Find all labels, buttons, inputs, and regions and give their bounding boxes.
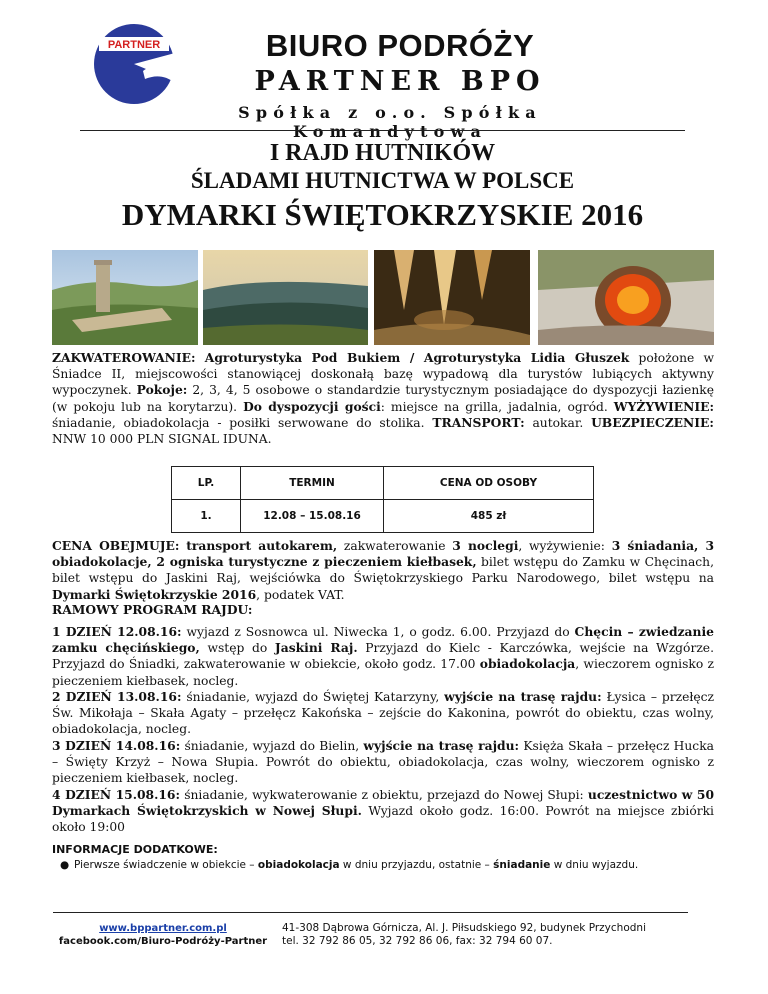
program-heading-text: RAMOWY PROGRAM RAJDU: — [52, 602, 253, 617]
logo-text: PARTNER — [107, 39, 161, 51]
company-legal-form: Spółka z o.o. Spółka Komandytowa — [238, 103, 542, 141]
price-bold-1: transport autokarem, — [186, 538, 338, 553]
program-day-3 — [52, 738, 714, 787]
label-price-includes: CENA OBEJMUJE: — [52, 538, 180, 553]
label-food: WYŻYWIENIE: — [613, 398, 714, 414]
price-text-3: bilet wstępu do Zamku w Chęcinach, bilet wstępu do Jaskini Raj, wejściówka do Świętokrzyskiego Parku Narodowego, bilet wstępu na — [52, 555, 714, 586]
footer-phones: tel. 32 792 86 05, 32 792 86 06, fax: 32 794 60 07. — [282, 935, 553, 947]
day2-bold-1: wyjście na trasę rajdu: — [444, 689, 602, 704]
header-termin: TERMIN — [241, 467, 384, 500]
photo-bloomery-furnace — [538, 250, 714, 345]
cell-termin: 12.08 – 15.08.16 — [241, 500, 384, 533]
header-lp: LP. — [172, 467, 241, 500]
footer-divider — [53, 912, 688, 913]
info-bold-1: obiadokolacja — [257, 859, 340, 871]
price-bold-4: Dymarki Świętokrzyskie 2016 — [52, 586, 257, 602]
cell-lp: 1. — [172, 500, 241, 533]
day3-text-1: śniadanie, wyjazd do Bielin, — [184, 739, 360, 753]
header-price: CENA OD OSOBY — [384, 467, 594, 500]
day1-text-2: wstęp do — [207, 641, 268, 656]
day3-text-2: Księża Skała – przełęcz Hucka – Święty Krzyż – Nowa Słupia. Powrót do obiektu, obiadokolacja, czas wolny, wieczorem ognisko z pieczeniem kiełbasek, nocleg. — [52, 739, 714, 786]
label-insurance: UBEZPIECZENIE: — [591, 414, 714, 430]
day4-text-2: Wyjazd około godz. 16:00. Powrót na miejsce zbiórki około 19:00 — [52, 804, 714, 835]
price-includes-paragraph — [52, 538, 714, 603]
insurance-description: NNW 10 000 PLN SIGNAL IDUNA. — [52, 432, 272, 447]
transport-description: autokar. — [532, 415, 584, 430]
program-day-4 — [52, 787, 714, 836]
day2-text-1: śniadanie, wyjazd do Świętej Katarzyny, — [186, 690, 440, 704]
website-link[interactable]: www.bppartner.com.pl — [99, 923, 227, 934]
accommodation-paragraph — [52, 350, 714, 447]
photo-castle-ruins — [52, 250, 198, 345]
photo-cave — [374, 250, 530, 345]
day3-label: 3 DZIEŃ 14.08.16: — [52, 738, 181, 753]
label-transport: TRANSPORT: — [432, 414, 525, 430]
program-heading — [52, 602, 714, 618]
day3-bold-1: wyjście na trasę rajdu: — [363, 738, 520, 753]
price-table — [171, 466, 594, 533]
bullet-icon: ● — [60, 859, 70, 871]
info-text-3: w dniu wyjazdu. — [553, 859, 639, 871]
cell-price: 485 zł — [384, 500, 594, 533]
day2-text-2: Łysica – przełęcz Św. Mikołaja – Skała Agaty – przełęcz Kakońska – zejście do Kakonina, powrót do obiektu, czas wolny, obiadokolacja, nocleg. — [52, 690, 714, 737]
facebook-link[interactable]: facebook.com/Biuro-Podróży-Partner — [58, 936, 268, 947]
footer-contact — [282, 922, 702, 948]
rooms-description: 2, 3, 4, 5 osobowe o standardzie turystycznym posiadające do dyspozycji łazienkę (w pokoju lub na korytarzu). — [52, 383, 714, 414]
price-text-4: , podatek VAT. — [256, 587, 345, 602]
additional-info-item — [60, 858, 714, 873]
table-row — [172, 500, 594, 533]
company-logo — [93, 23, 175, 105]
event-title: I RAJD HUTNIKÓW — [269, 140, 496, 166]
event-subtitle: ŚLADAMI HUTNICTWA W POLSCE — [190, 168, 575, 193]
label-rooms: Pokoje: — [136, 382, 188, 398]
label-guests: Do dyspozycji gości — [243, 398, 381, 414]
header-divider — [80, 130, 685, 131]
event-headline: DYMARKI ŚWIĘTOKRZYSKIE 2016 — [121, 197, 644, 232]
day2-label: 2 DZIEŃ 13.08.16: — [52, 689, 182, 704]
accommodation-place: Agroturystyka Pod Bukiem / Agroturystyka Lidia Głuszek — [204, 350, 630, 365]
day1-bold-1: Chęcin – zwiedzanie zamku chęcińskiego, — [52, 624, 714, 656]
guests-description: : miejsce na grilla, jadalnia, ogród. — [380, 399, 608, 414]
info-bold-2: śniadanie — [493, 859, 551, 871]
day1-label: 1 DZIEŃ 12.08.16: — [52, 624, 182, 639]
company-brand: PARTNER BPO — [254, 66, 546, 97]
program-day-2 — [52, 689, 714, 738]
photo-mountain-landscape — [203, 250, 368, 345]
day1-bold-2: Jaskini Raj. — [274, 640, 358, 656]
day4-bold-1: uczestnictwo w 50 Dymarkach Świętokrzyskich w Nowej Słupi. — [52, 787, 715, 819]
accommodation-description: położone w Śniadce II, miejscowości stanowiącej doskonałą bazę wypadową dla turystów lubiących aktywny wypoczynek. — [52, 351, 714, 398]
company-name: BIURO PODRÓŻY — [265, 28, 535, 63]
day4-text-1: śniadanie, wykwaterowanie z obiektu, przejazd do Nowej Słupi: — [184, 788, 584, 802]
price-bold-3: 3 śniadania, 3 obiadokolacje, 2 ogniska turystyczne z pieczeniem kiełbasek, — [52, 538, 715, 570]
day1-text-1: wyjazd z Sosnowca ul. Niwecka 1, o godz. 6.00. Przyjazd do — [186, 625, 570, 639]
day4-label: 4 DZIEŃ 15.08.16: — [52, 787, 181, 802]
price-text-1: zakwaterowanie — [343, 539, 446, 553]
price-text-2: , wyżywienie: — [518, 539, 605, 553]
price-bold-2: 3 noclegi — [452, 538, 519, 553]
info-text-2: w dniu przyjazdu, ostatnie – — [342, 859, 490, 871]
label-accommodation: ZAKWATEROWANIE: — [52, 350, 196, 365]
day1-bold-3: obiadokolacja — [479, 656, 576, 672]
food-description: śniadanie, obiadokolacja - posiłki serwowane do stolika. — [52, 415, 425, 430]
day1-text-3: Przyjazd do Kielc - Karczówka, wejście na Wzgórze. Przyjazd do Śniadki, zakwaterowanie w obiekcie, około godz. 17.00 — [52, 641, 714, 672]
info-text-1: Pierwsze świadczenie w obiekcie – — [74, 859, 255, 871]
footer-address: 41-308 Dąbrowa Górnicza, Al. J. Piłsudskiego 92, budynek Przychodni — [282, 922, 646, 934]
table-header-row — [172, 467, 594, 500]
day1-text-4: , wieczorem ognisko z pieczeniem kiełbasek, nocleg. — [52, 657, 714, 688]
footer-links — [52, 922, 274, 948]
additional-info-heading: INFORMACJE DODATKOWE: — [52, 843, 218, 856]
program-day-1 — [52, 624, 714, 689]
